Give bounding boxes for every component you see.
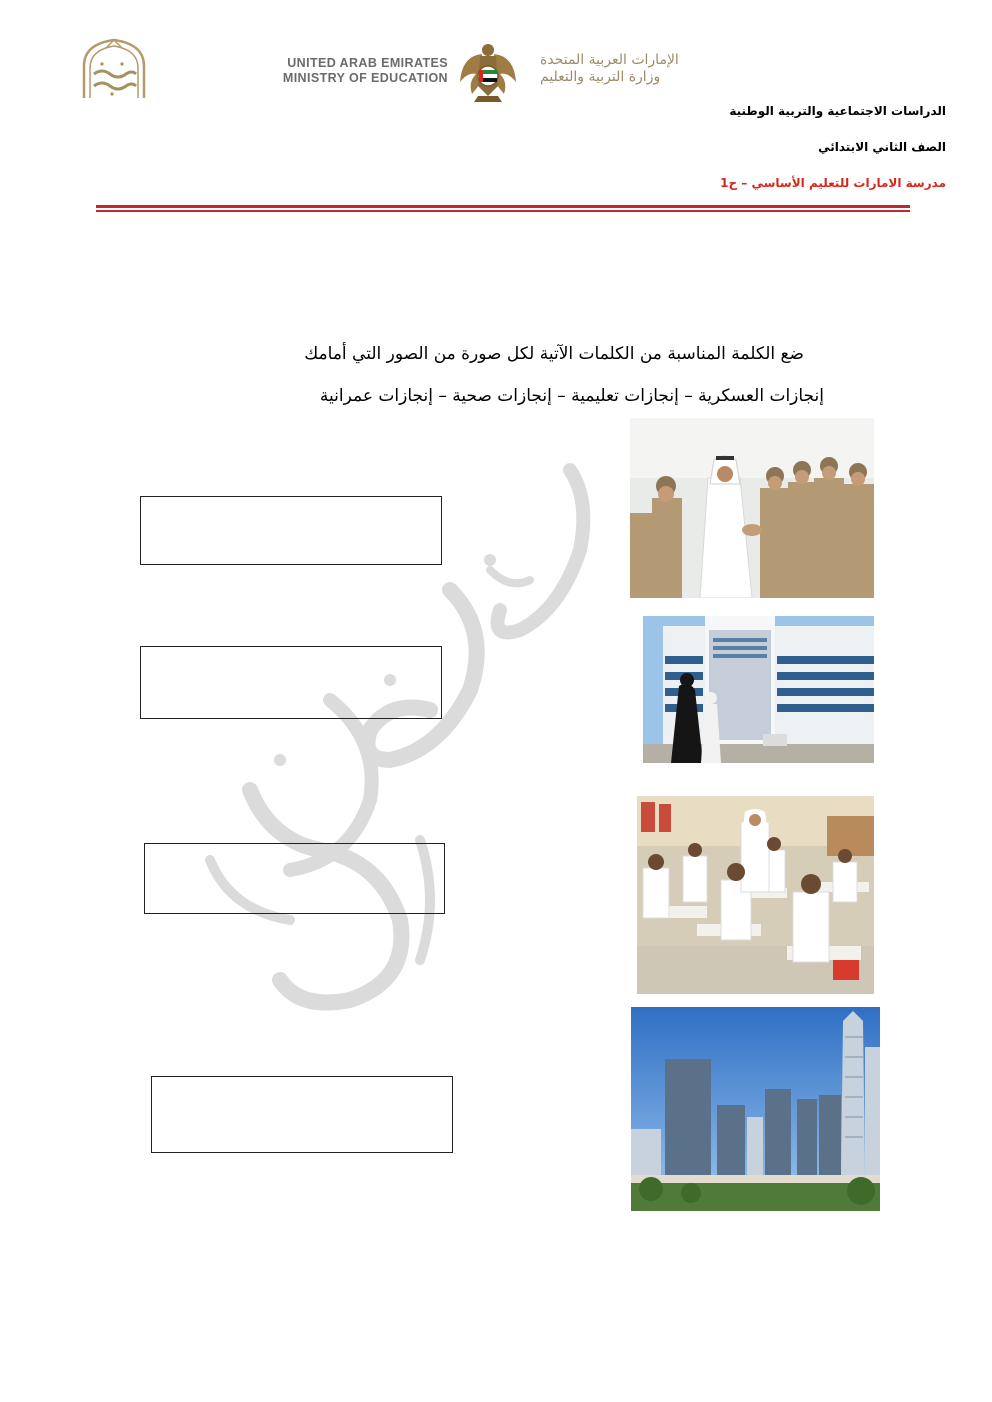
instruction-text: ضع الكلمة المناسبة من الكلمات الآتية لكل صورة من الصور التي أمامك bbox=[304, 344, 804, 364]
ministry-arabic-name bbox=[540, 52, 740, 86]
ministry-ar-line-1: الإمارات العربية المتحدة bbox=[540, 52, 679, 68]
answer-box-4[interactable] bbox=[151, 1076, 453, 1153]
ministry-en-line-1: UNITED ARAB EMIRATES bbox=[287, 56, 448, 70]
ministry-ar-line-2: وزارة التربية والتعليم bbox=[540, 69, 661, 85]
header-divider-bottom bbox=[96, 210, 910, 212]
grade-label: الصف الثاني الابتدائي bbox=[818, 140, 946, 154]
city-skyline-photo-icon bbox=[631, 1007, 880, 1211]
ministry-of-health-building-photo-icon bbox=[643, 616, 874, 763]
school-label: مدرسة الامارات للتعليم الأساسي – ح1 bbox=[720, 176, 946, 190]
subject-label: الدراسات الاجتماعية والتربية الوطنية bbox=[729, 104, 946, 118]
header-divider-top bbox=[96, 205, 910, 208]
military-soldiers-photo-icon bbox=[630, 418, 874, 598]
word-bank: إنجازات العسكرية – إنجازات تعليمية – إنجازات صحية – إنجازات عمرانية bbox=[319, 386, 824, 406]
answer-box-2[interactable] bbox=[140, 646, 442, 719]
school-logo-icon bbox=[66, 36, 162, 102]
ministry-en-line-2: MINISTRY OF EDUCATION bbox=[282, 71, 448, 85]
answer-box-1[interactable] bbox=[140, 496, 442, 565]
uae-falcon-emblem-icon bbox=[458, 42, 518, 104]
classroom-students-photo-icon bbox=[637, 796, 874, 994]
answer-box-3[interactable] bbox=[144, 843, 445, 914]
ministry-english-name bbox=[256, 56, 448, 86]
